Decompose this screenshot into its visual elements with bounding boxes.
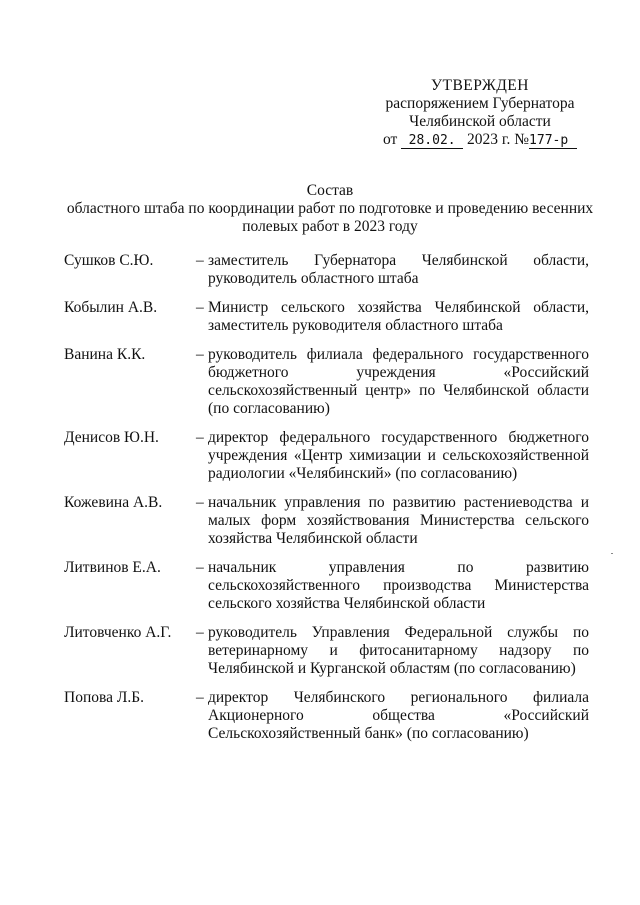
member-row xyxy=(64,624,589,678)
member-role: заместитель Губернатора Челябинской области, руководитель областного штаба xyxy=(208,252,589,287)
member-role: Министр сельского хозяйства Челябинской области, заместитель руководителя областного штаба xyxy=(208,299,589,334)
member-dash: – xyxy=(196,624,204,641)
member-role: руководитель филиала федерального государственного бюджетного учреждения «Российский сельскохозяйственный центр» по Челябинской области (по согласованию) xyxy=(208,346,589,417)
title-line-2: областного штаба по координации работ по подготовке и проведению весенних xyxy=(66,200,594,217)
approval-date: 28.02. xyxy=(401,134,463,149)
member-name: Литовченко А.Г. xyxy=(64,624,172,641)
scan-speck xyxy=(611,553,613,554)
document-title xyxy=(50,182,610,236)
approval-number: 177-р xyxy=(529,134,577,149)
member-row xyxy=(64,559,589,613)
member-name: Ванина К.К. xyxy=(64,346,146,363)
approval-line-1: распоряжением Губернатора xyxy=(385,95,575,112)
approval-heading: УТВЕРЖДЕН xyxy=(431,77,529,94)
member-role: начальник управления по развитию растениеводства и малых форм хозяйствования Министерства сельского хозяйства Челябинской области xyxy=(208,494,589,547)
member-name: Литвинов Е.А. xyxy=(64,559,161,576)
member-row xyxy=(64,494,589,548)
member-dash: – xyxy=(196,494,204,511)
member-dash: – xyxy=(196,346,204,363)
title-line-1: Состав xyxy=(306,182,354,199)
member-name: Денисов Ю.Н. xyxy=(64,429,159,446)
member-name: Кожевина А.В. xyxy=(64,494,163,511)
member-row xyxy=(64,299,589,335)
member-row xyxy=(64,346,589,418)
member-name: Попова Л.Б. xyxy=(64,689,145,706)
member-role: директор федерального государственного бюджетного учреждения «Центр химизации и сельскохозяйственной радиологии «Челябинский» (по согласованию) xyxy=(208,429,589,482)
member-row xyxy=(64,252,589,288)
approval-from: от xyxy=(382,131,398,148)
member-name: Сушков С.Ю. xyxy=(64,252,154,269)
title-line-3: полевых работ в 2023 году xyxy=(242,218,418,235)
approval-stamp xyxy=(370,77,590,149)
member-name: Кобылин А.В. xyxy=(64,299,158,316)
member-role: начальник управления по развитию сельскохозяйственного производства Министерства сельского хозяйства Челябинской области xyxy=(208,559,589,612)
member-dash: – xyxy=(196,252,204,269)
member-row xyxy=(64,689,589,743)
members-list xyxy=(64,252,589,754)
member-dash: – xyxy=(196,299,204,316)
member-role: руководитель Управления Федеральной службы по ветеринарному и фитосанитарному надзору по Челябинской и Курганской областям (по согласованию) xyxy=(208,624,589,677)
approval-year: 2023 г. № xyxy=(467,131,530,148)
member-row xyxy=(64,429,589,483)
approval-date-line xyxy=(370,131,590,149)
member-dash: – xyxy=(196,429,204,446)
member-dash: – xyxy=(196,689,204,706)
approval-line-2: Челябинской области xyxy=(409,113,551,130)
member-dash: – xyxy=(196,559,204,576)
member-role: директор Челябинского регионального филиала Акционерного общества «Российский Сельскохозяйственный банк» (по согласованию) xyxy=(208,689,589,742)
